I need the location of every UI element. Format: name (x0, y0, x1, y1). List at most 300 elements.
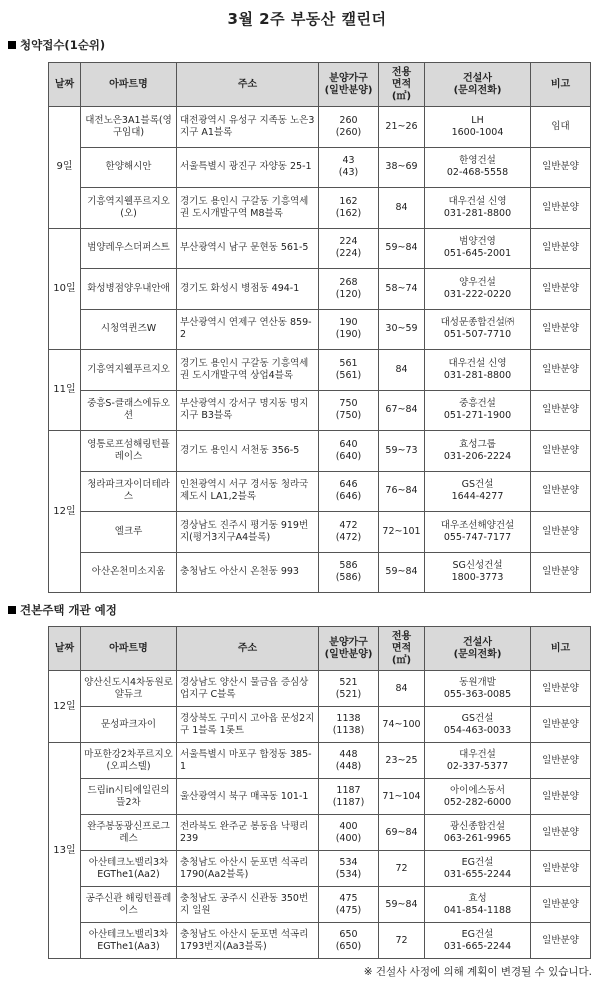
builder-cell-builder: 효성그룹 (459, 438, 496, 450)
units-cell-general: (120) (335, 288, 362, 300)
area-cell (379, 923, 425, 959)
address-cell (177, 512, 319, 553)
area-cell-area: 67~84 (385, 404, 418, 416)
table-row (49, 147, 591, 188)
address-cell (177, 743, 319, 779)
address-cell-addr: 경기도 용인시 구갈동 기흥역세권 도시개발구역 상업4블록 (180, 357, 309, 381)
table-row (49, 815, 591, 851)
builder-cell (425, 923, 531, 959)
builder-cell-phone: 052-282-6000 (443, 796, 512, 808)
address-cell (177, 815, 319, 851)
apartment-name-cell (81, 779, 177, 815)
note-cell (531, 707, 591, 743)
area-cell-area: 38~69 (385, 161, 418, 173)
address-cell-addr: 경기도 용인시 구갈동 기흥역세권 도시개발구역 M8블록 (180, 195, 309, 219)
units-cell (319, 851, 379, 887)
units-cell-general: (640) (335, 450, 362, 462)
units-cell-general: (448) (335, 760, 362, 772)
address-cell-addr: 경상북도 구미시 고아읍 문성2지구 1블록 1롯트 (180, 712, 315, 736)
apartment-name-cell-apt: 공주신관 해링턴플레이스 (85, 892, 172, 916)
builder-cell (425, 188, 531, 229)
units-cell (319, 552, 379, 593)
address-cell-addr: 인천광역시 서구 경서동 청라국제도시 LA1,2블록 (180, 479, 309, 503)
note-cell (531, 188, 591, 229)
subscription-table-body (49, 107, 591, 593)
note-cell-note: 일반분양 (542, 282, 579, 294)
table-row (49, 779, 591, 815)
table-row (49, 188, 591, 229)
apartment-name-cell (81, 671, 177, 707)
table-row (49, 671, 591, 707)
header-builder-line1: 건설사 (463, 72, 492, 84)
address-cell-addr: 충청남도 아산시 둔포면 석곡리 1793번지(Aa3블록) (180, 928, 309, 952)
apartment-name-cell-apt: 아산테크노밸리3차EGThe1(Aa2) (88, 856, 169, 880)
units-cell-units: 448 (339, 748, 358, 760)
apartment-name-cell (81, 471, 177, 512)
builder-cell-builder: EG건설 (461, 856, 494, 868)
builder-cell-phone: 02-337-5377 (446, 760, 509, 772)
section-heading-text: 견본주택 개관 예정 (20, 603, 117, 617)
units-cell-units: 534 (339, 856, 358, 868)
area-cell-area: 21~26 (385, 120, 418, 132)
apartment-name-cell (81, 431, 177, 472)
address-cell-addr: 대전광역시 유성구 지족동 노은3지구 A1블록 (180, 114, 315, 138)
apartment-name-cell-apt: 영통로프섬해링턴플레이스 (87, 438, 170, 462)
note-cell-note: 임대 (551, 120, 570, 132)
builder-cell-phone: 054-463-0033 (443, 724, 512, 736)
apartment-name-cell-apt: 범양레우스더퍼스트 (87, 242, 170, 254)
units-cell-general: (586) (335, 572, 362, 584)
note-cell-note: 일반분양 (542, 363, 579, 375)
builder-cell-phone: 055-747-7177 (443, 531, 512, 543)
builder-cell-builder: 대우건설 신영 (448, 195, 507, 207)
apartment-name-cell (81, 743, 177, 779)
builder-cell-builder: 효성 (468, 892, 487, 904)
units-cell (319, 390, 379, 431)
builder-cell-builder: 아이에스동서 (449, 784, 506, 796)
units-cell (319, 815, 379, 851)
address-cell (177, 923, 319, 959)
table-header-row (49, 627, 591, 671)
header-units-line1: 분양가구 (329, 636, 368, 648)
apartment-name-cell-apt: 한양해시안 (105, 161, 152, 173)
address-cell-addr: 서울특별시 마포구 합정동 385-1 (180, 748, 312, 772)
apartment-name-cell-apt: 시청역퀸즈W (100, 323, 157, 335)
note-cell (531, 309, 591, 350)
area-cell (379, 671, 425, 707)
units-cell (319, 923, 379, 959)
builder-cell-builder: GS건설 (461, 712, 494, 724)
header-area (379, 627, 425, 671)
builder-cell-builder: SG신성건설 (452, 560, 503, 572)
builder-cell (425, 147, 531, 188)
apartment-name-cell-apt: 대전노은3A1블록(영구임대) (85, 114, 172, 138)
builder-cell (425, 390, 531, 431)
header-builder (425, 63, 531, 107)
apartment-name-cell-apt: 엘크루 (114, 525, 143, 537)
builder-cell (425, 671, 531, 707)
builder-cell-phone: 1800-3773 (451, 572, 504, 584)
units-cell-units: 475 (339, 892, 358, 904)
builder-cell-phone: 055-363-0085 (443, 688, 512, 700)
note-cell (531, 671, 591, 707)
builder-cell (425, 815, 531, 851)
address-cell-addr: 부산광역시 남구 문현동 561-5 (180, 242, 309, 254)
area-cell (379, 309, 425, 350)
units-cell-units: 521 (339, 676, 358, 688)
header-area-line3: (㎡) (391, 654, 412, 666)
header-addr: 주소 (177, 63, 319, 107)
builder-cell-builder: 광신종합건설 (449, 820, 506, 832)
note-cell (531, 743, 591, 779)
note-cell (531, 390, 591, 431)
builder-cell-phone: 031-665-2244 (443, 940, 512, 952)
units-cell (319, 779, 379, 815)
address-cell (177, 552, 319, 593)
apartment-name-cell (81, 815, 177, 851)
header-builder-line1: 건설사 (463, 636, 492, 648)
address-cell (177, 228, 319, 269)
note-cell (531, 269, 591, 310)
builder-cell-builder: LH (471, 114, 484, 126)
apartment-name-cell (81, 851, 177, 887)
area-cell (379, 851, 425, 887)
apartment-name-cell (81, 309, 177, 350)
units-cell-units: 260 (339, 114, 358, 126)
area-cell (379, 228, 425, 269)
builder-cell-builder: 양우건설 (459, 276, 496, 288)
note-cell-note: 일반분양 (542, 485, 579, 497)
apartment-name-cell (81, 107, 177, 148)
units-cell-general: (521) (335, 688, 362, 700)
header-area-line3: (㎡) (391, 90, 412, 102)
builder-cell (425, 743, 531, 779)
address-cell (177, 779, 319, 815)
units-cell-general: (260) (335, 126, 362, 138)
note-cell-note: 일반분양 (542, 201, 579, 213)
area-cell-area: 72 (395, 862, 408, 874)
address-cell (177, 147, 319, 188)
header-units-line2: (일반분양) (324, 648, 373, 660)
table-row (49, 923, 591, 959)
units-cell (319, 431, 379, 472)
square-bullet-icon (8, 41, 16, 49)
area-cell-area: 72 (395, 934, 408, 946)
units-cell-units: 1187 (336, 784, 361, 796)
apartment-name-cell-apt: 아산온천미소지움 (91, 566, 166, 578)
note-cell-note: 일반분양 (542, 790, 579, 802)
address-cell-addr: 경기도 화성시 병점동 494-1 (180, 282, 300, 294)
builder-cell-builder: 한영건설 (459, 155, 496, 167)
address-cell-addr: 전라북도 완주군 봉동읍 낙평리 239 (180, 820, 309, 844)
units-cell-general: (43) (338, 167, 359, 179)
address-cell-addr: 경상남도 양산시 물금읍 증심상업지구 C블록 (180, 676, 309, 700)
note-cell (531, 228, 591, 269)
units-cell-units: 472 (339, 519, 358, 531)
note-cell-note: 일반분양 (542, 898, 579, 910)
note-cell (531, 815, 591, 851)
header-note: 비고 (531, 627, 591, 671)
note-cell (531, 552, 591, 593)
units-cell-units: 1138 (336, 712, 361, 724)
address-cell (177, 390, 319, 431)
apartment-name-cell (81, 228, 177, 269)
units-cell-general: (472) (335, 531, 362, 543)
builder-cell-phone: 02-468-5558 (446, 167, 509, 179)
note-cell-note: 일반분양 (542, 862, 579, 874)
area-cell (379, 779, 425, 815)
units-cell-general: (750) (335, 410, 362, 422)
apartment-name-cell (81, 147, 177, 188)
address-cell (177, 107, 319, 148)
units-cell-general: (1187) (332, 796, 365, 808)
section-heading-text: 청약접수(1순위) (20, 38, 106, 52)
address-cell (177, 851, 319, 887)
address-cell (177, 309, 319, 350)
builder-cell-builder: 대우조선해양건설 (440, 519, 515, 531)
apartment-name-cell-apt: 기흥역지웰푸르지오 (87, 363, 170, 375)
note-cell-note: 일반분양 (542, 718, 579, 730)
units-cell (319, 512, 379, 553)
units-cell-units: 268 (339, 276, 358, 288)
header-area (379, 63, 425, 107)
table-row (49, 269, 591, 310)
units-cell (319, 228, 379, 269)
header-area-line2: 면적 (391, 642, 412, 654)
header-apt: 아파트명 (81, 63, 177, 107)
builder-cell (425, 707, 531, 743)
units-cell-general: (190) (335, 329, 362, 341)
builder-cell-phone: 051-507-7710 (443, 329, 512, 341)
apartment-name-cell-apt: 화성병점양우내안애 (87, 282, 170, 294)
section-heading-model-house (8, 602, 117, 618)
note-cell-note: 일반분양 (542, 444, 579, 456)
table-header-row (49, 63, 591, 107)
area-cell-area: 74~100 (382, 718, 421, 730)
units-cell-general: (400) (335, 832, 362, 844)
area-cell (379, 188, 425, 229)
units-cell (319, 188, 379, 229)
subscription-table (48, 62, 591, 593)
table-row (49, 552, 591, 593)
area-cell (379, 552, 425, 593)
note-cell (531, 147, 591, 188)
address-cell-addr: 충청남도 공주시 신관동 350번지 일원 (180, 892, 309, 916)
units-cell (319, 671, 379, 707)
builder-cell-builder: GS건설 (461, 479, 494, 491)
units-cell-general: (162) (335, 207, 362, 219)
units-cell-general: (475) (335, 904, 362, 916)
builder-cell-builder: 대우건설 (459, 748, 496, 760)
area-cell (379, 707, 425, 743)
builder-cell-phone: 063-261-9965 (443, 832, 512, 844)
builder-cell (425, 887, 531, 923)
header-apt: 아파트명 (81, 627, 177, 671)
apartment-name-cell-apt: 청라파크자이더테라스 (87, 479, 170, 503)
note-cell (531, 923, 591, 959)
date-cell: 12일 (49, 671, 81, 743)
area-cell-area: 84 (395, 201, 408, 213)
apartment-name-cell (81, 887, 177, 923)
builder-cell (425, 107, 531, 148)
area-cell (379, 512, 425, 553)
note-cell-note: 일반분양 (542, 934, 579, 946)
units-cell (319, 309, 379, 350)
address-cell-addr: 충청남도 아산시 온천동 993 (180, 566, 299, 578)
area-cell (379, 431, 425, 472)
units-cell-general: (646) (335, 491, 362, 503)
apartment-name-cell-apt: 완주봉동광신프로그레스 (87, 820, 170, 844)
address-cell-addr: 경기도 용인시 서천동 356-5 (180, 444, 300, 456)
table-row (49, 512, 591, 553)
builder-cell-phone: 031-655-2244 (443, 868, 512, 880)
units-cell (319, 350, 379, 391)
units-cell-units: 750 (339, 398, 358, 410)
area-cell (379, 350, 425, 391)
area-cell-area: 59~84 (385, 242, 418, 254)
area-cell-area: 59~84 (385, 566, 418, 578)
note-cell-note: 일반분양 (542, 525, 579, 537)
area-cell-area: 71~104 (382, 790, 421, 802)
header-builder-line2: (문의전화) (453, 648, 502, 660)
address-cell-addr: 경상남도 진주시 평거동 919번지(평거3지구A4블록) (180, 519, 309, 543)
apartment-name-cell (81, 923, 177, 959)
area-cell-area: 23~25 (385, 754, 418, 766)
date-cell: 12일 (49, 431, 81, 593)
header-addr: 주소 (177, 627, 319, 671)
builder-cell-builder: 범양건영 (459, 236, 496, 248)
units-cell (319, 471, 379, 512)
units-cell-units: 640 (339, 438, 358, 450)
note-cell (531, 107, 591, 148)
units-cell-general: (534) (335, 868, 362, 880)
note-cell-note: 일반분양 (542, 161, 579, 173)
units-cell (319, 107, 379, 148)
units-cell-units: 400 (339, 820, 358, 832)
date-cell: 10일 (49, 228, 81, 350)
apartment-name-cell-apt: 아산테크노밸리3차EGThe1(Aa3) (88, 928, 169, 952)
area-cell (379, 390, 425, 431)
header-area-line1: 전용 (391, 66, 412, 78)
model-house-table-body (49, 671, 591, 959)
apartment-name-cell (81, 390, 177, 431)
note-cell-note: 일반분양 (542, 323, 579, 335)
area-cell-area: 72~101 (382, 525, 421, 537)
area-cell (379, 107, 425, 148)
note-cell (531, 779, 591, 815)
builder-cell-phone: 031-222-0220 (443, 288, 512, 300)
units-cell-units: 190 (339, 317, 358, 329)
area-cell-area: 59~73 (385, 444, 418, 456)
units-cell-units: 586 (339, 560, 358, 572)
table-row (49, 851, 591, 887)
area-cell (379, 815, 425, 851)
note-cell (531, 887, 591, 923)
apartment-name-cell (81, 269, 177, 310)
units-cell-units: 162 (339, 195, 358, 207)
units-cell-units: 650 (339, 928, 358, 940)
apartment-name-cell (81, 707, 177, 743)
units-cell-general: (224) (335, 248, 362, 260)
units-cell (319, 147, 379, 188)
builder-cell (425, 512, 531, 553)
builder-cell (425, 269, 531, 310)
note-cell-note: 일반분양 (542, 404, 579, 416)
apartment-name-cell (81, 350, 177, 391)
area-cell-area: 76~84 (385, 485, 418, 497)
address-cell (177, 269, 319, 310)
builder-cell (425, 471, 531, 512)
builder-cell (425, 228, 531, 269)
page-title: 3월 2주 부동산 캘린더 (227, 10, 387, 28)
header-units-line1: 분양가구 (329, 72, 368, 84)
table-row (49, 471, 591, 512)
address-cell-addr: 서울특별시 광진구 자양동 25-1 (180, 161, 312, 173)
header-area-line2: 면적 (391, 78, 412, 90)
table-row (49, 350, 591, 391)
address-cell (177, 707, 319, 743)
area-cell (379, 269, 425, 310)
address-cell (177, 431, 319, 472)
address-cell-addr: 충청남도 아산시 둔포면 석곡리 1790(Aa2블록) (180, 856, 309, 880)
builder-cell-phone: 051-645-2001 (443, 248, 512, 260)
builder-cell-builder: 대우건설 신영 (448, 357, 507, 369)
address-cell (177, 671, 319, 707)
builder-cell (425, 552, 531, 593)
table-row (49, 107, 591, 148)
footnote: ※ 건설사 사정에 의해 계획이 변경될 수 있습니다. (363, 966, 592, 978)
table-row (49, 390, 591, 431)
address-cell (177, 188, 319, 229)
builder-cell-builder: 대성문종합건설㈜ (440, 317, 515, 329)
area-cell (379, 471, 425, 512)
units-cell (319, 887, 379, 923)
note-cell-note: 일반분양 (542, 682, 579, 694)
area-cell-area: 58~74 (385, 282, 418, 294)
date-cell: 13일 (49, 743, 81, 959)
apartment-name-cell-apt: 기흥역지웰푸르지오(오) (87, 195, 170, 219)
address-cell-addr: 부산광역시 강서구 명지동 명지지구 B3블록 (180, 398, 309, 422)
builder-cell-phone: 031-281-8800 (443, 369, 512, 381)
address-cell-addr: 울산광역시 북구 매곡동 101-1 (180, 790, 309, 802)
units-cell-units: 561 (339, 357, 358, 369)
area-cell-area: 84 (395, 363, 408, 375)
apartment-name-cell-apt: 드림in시티에일린의뜰2차 (87, 784, 170, 808)
header-builder-line2: (문의전화) (453, 84, 502, 96)
date-cell: 9일 (49, 107, 81, 229)
units-cell-units: 43 (342, 155, 355, 167)
area-cell-area: 59~84 (385, 898, 418, 910)
area-cell (379, 147, 425, 188)
header-builder (425, 627, 531, 671)
note-cell (531, 431, 591, 472)
builder-cell (425, 431, 531, 472)
note-cell-note: 일반분양 (542, 242, 579, 254)
units-cell-general: (650) (335, 940, 362, 952)
table-row (49, 228, 591, 269)
header-date: 날짜 (49, 627, 81, 671)
table-row (49, 309, 591, 350)
area-cell (379, 743, 425, 779)
builder-cell-phone: 1644-4277 (451, 491, 504, 503)
builder-cell-phone: 1600-1004 (451, 126, 504, 138)
address-cell (177, 350, 319, 391)
builder-cell (425, 309, 531, 350)
table-row (49, 707, 591, 743)
builder-cell-phone: 031-206-2224 (443, 450, 512, 462)
note-cell (531, 851, 591, 887)
builder-cell (425, 779, 531, 815)
